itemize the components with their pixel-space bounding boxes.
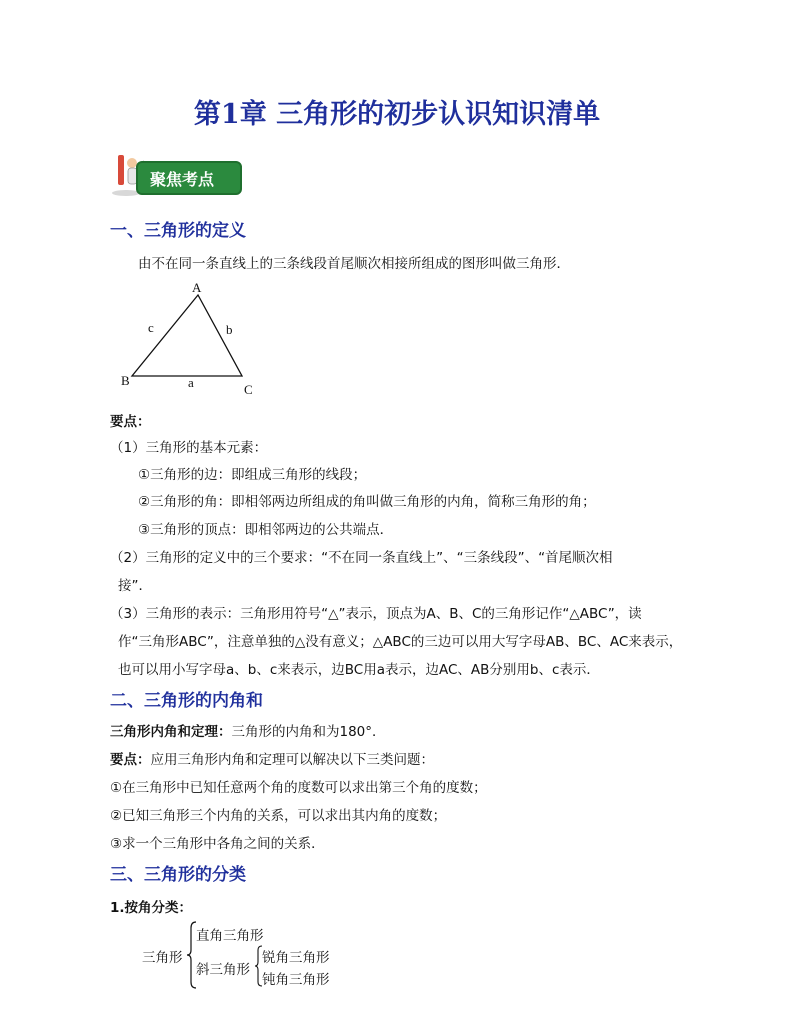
point-1-1: ①三角形的边：即组成三角形的线段； <box>138 467 367 483</box>
vertex-b-label: B <box>121 373 130 388</box>
page-title: 第1章 三角形的初步认识知识清单 <box>193 99 601 130</box>
point-1-3: ③三角形的顶点：即相邻两边的公共端点． <box>138 522 394 538</box>
point-3-line-3: 也可以用小写字母a、b、c来表示，边BC用a表示，边AC、AB分别用b、c表示． <box>118 662 600 678</box>
problem-type-3: ③求一个三角形中各角之间的关系． <box>110 836 325 852</box>
vertex-c-label: C <box>244 382 253 397</box>
theorem-text: 三角形的内角和为180°． <box>231 724 386 740</box>
point-2-line-2: 接”． <box>118 578 152 594</box>
point-3-line-1: （3）三角形的表示：三角形用符号“△”表示，顶点为A、B、C的三角形记作“△ABC”，读 <box>110 606 642 622</box>
sec2-key-label: 要点： <box>110 752 151 768</box>
side-b-label: b <box>226 322 233 337</box>
section-2-heading: 二、三角形的内角和 <box>110 691 263 711</box>
obtuse-triangle-label: 钝角三角形 <box>262 972 330 988</box>
sec2-key-text: 应用三角形内角和定理可以解决以下三类问题： <box>150 752 434 768</box>
badge-label: 聚焦考点 <box>150 170 215 189</box>
vertex-a-label: A <box>192 280 202 295</box>
sec2-key-line <box>110 748 434 768</box>
section-1-heading: 一、三角形的定义 <box>110 221 246 241</box>
side-c-label: c <box>148 320 154 335</box>
point-2-line-1: （2）三角形的定义中的三个要求：“不在同一条直线上”、“三条线段”、“首尾顺次相 <box>110 550 613 566</box>
point-1: （1）三角形的基本元素： <box>110 440 268 456</box>
key-points-label: 要点： <box>110 414 151 430</box>
tree-root-label: 三角形 <box>142 950 183 966</box>
problem-type-1: ①在三角形中已知任意两个角的度数可以求出第三个角的度数； <box>110 780 487 796</box>
problem-type-2: ②已知三角形三个内角的关系，可以求出其内角的度数； <box>110 808 447 824</box>
focus-badge <box>110 151 240 197</box>
side-a-label: a <box>188 375 194 390</box>
acute-triangle-label: 锐角三角形 <box>262 950 330 966</box>
triangle-figure <box>118 280 263 400</box>
theorem-line <box>110 720 386 740</box>
point-1-2: ②三角形的角：即相邻两边所组成的角叫做三角形的内角，简称三角形的角； <box>138 494 596 510</box>
theorem-label: 三角形内角和定理： <box>110 724 232 740</box>
section-3-heading: 三、三角形的分类 <box>110 865 246 885</box>
right-triangle-label: 直角三角形 <box>196 928 264 944</box>
oblique-triangle-label: 斜三角形 <box>196 962 250 978</box>
triangle-definition: 由不在同一条直线上的三条线段首尾顺次相接所组成的图形叫做三角形． <box>138 256 570 272</box>
point-3-line-2: 作“三角形ABC”，注意单独的△没有意义；△ABC的三边可以用大写字母AB、BC、AC来表示， <box>118 634 683 650</box>
classify-by-angle-label: 1.按角分类： <box>110 900 193 916</box>
